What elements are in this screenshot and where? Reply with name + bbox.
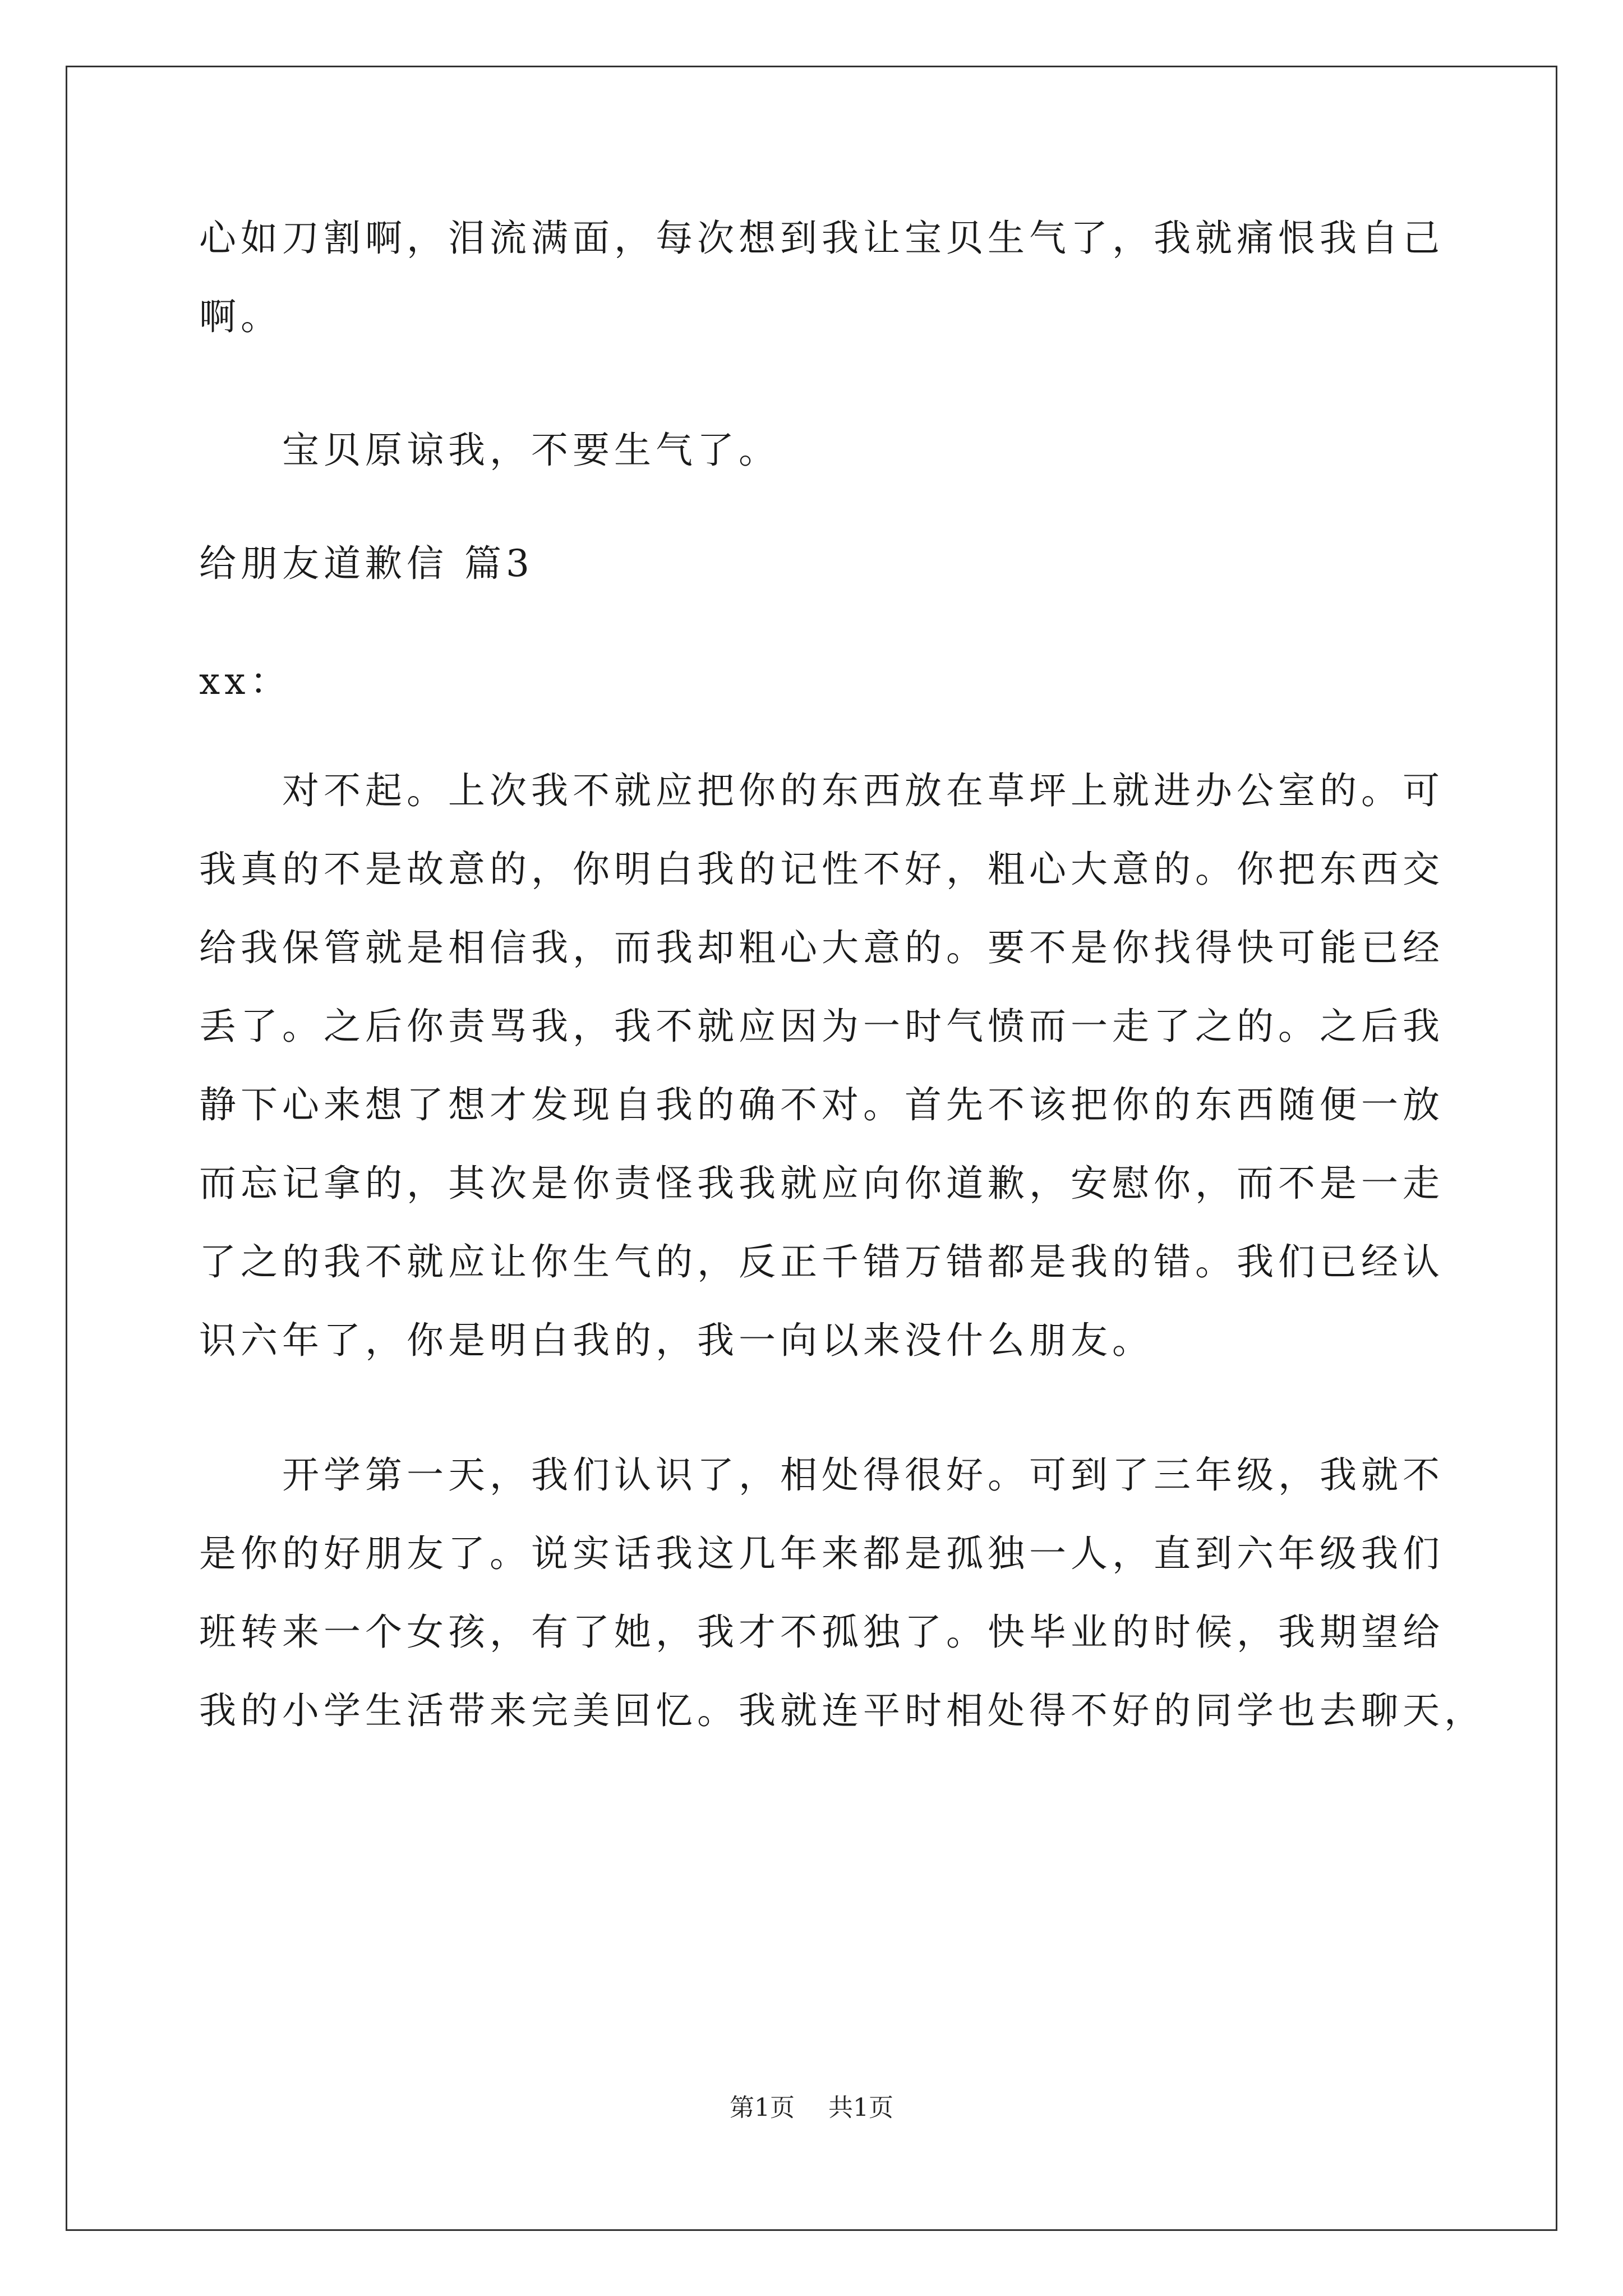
paragraph-line: 给我保管就是相信我，而我却粗心大意的。要不是你找得快可能已经 [199,926,1444,969]
paragraph-line: 宝贝原谅我，不要生气了。 [282,429,780,472]
paragraph-line: 丢了。之后你责骂我，我不就应因为一时气愤而一走了之的。之后我 [199,1005,1444,1048]
page-number: 第1页 [730,2093,795,2122]
paragraph-line: 是你的好朋友了。说实话我这几年来都是孤独一人，直到六年级我们 [199,1532,1444,1575]
paragraph-line: 静下心来想了想才发现自我的确不对。首先不该把你的东西随便一放 [199,1083,1444,1126]
paragraph-line: 对不起。上次我不就应把你的东西放在草坪上就进办公室的。可 [282,769,1444,812]
paragraph-line: 我真的不是故意的，你明白我的记性不好，粗心大意的。你把东西交 [199,848,1444,891]
page-border [66,66,1557,2231]
paragraph-line: 班转来一个女孩，有了她，我才不孤独了。快毕业的时候，我期望给 [199,1611,1444,1654]
paragraph-line: 心如刀割啊，泪流满面，每次想到我让宝贝生气了，我就痛恨我自己 [199,217,1444,260]
paragraph-line: 啊。 [199,295,282,338]
paragraph-line: 开学第一天，我们认识了，相处得很好。可到了三年级，我就不 [282,1453,1444,1497]
section-heading: 给朋友道歉信 篇3 [199,542,534,585]
paragraph-line: 识六年了，你是明白我的，我一向以来没什么朋友。 [199,1319,1154,1362]
page-total: 共1页 [828,2093,893,2122]
paragraph-line: 而忘记拿的，其次是你责怪我我就应向你道歉，安慰你，而不是一走 [199,1162,1444,1205]
paragraph-line: 我的小学生活带来完美回忆。我就连平时相处得不好的同学也去聊天， [199,1689,1486,1732]
page-footer [0,2091,1623,2125]
paragraph-line: 了之的我不就应让你生气的，反正千错万错都是我的错。我们已经认 [199,1240,1444,1283]
salutation: xx： [199,660,292,703]
